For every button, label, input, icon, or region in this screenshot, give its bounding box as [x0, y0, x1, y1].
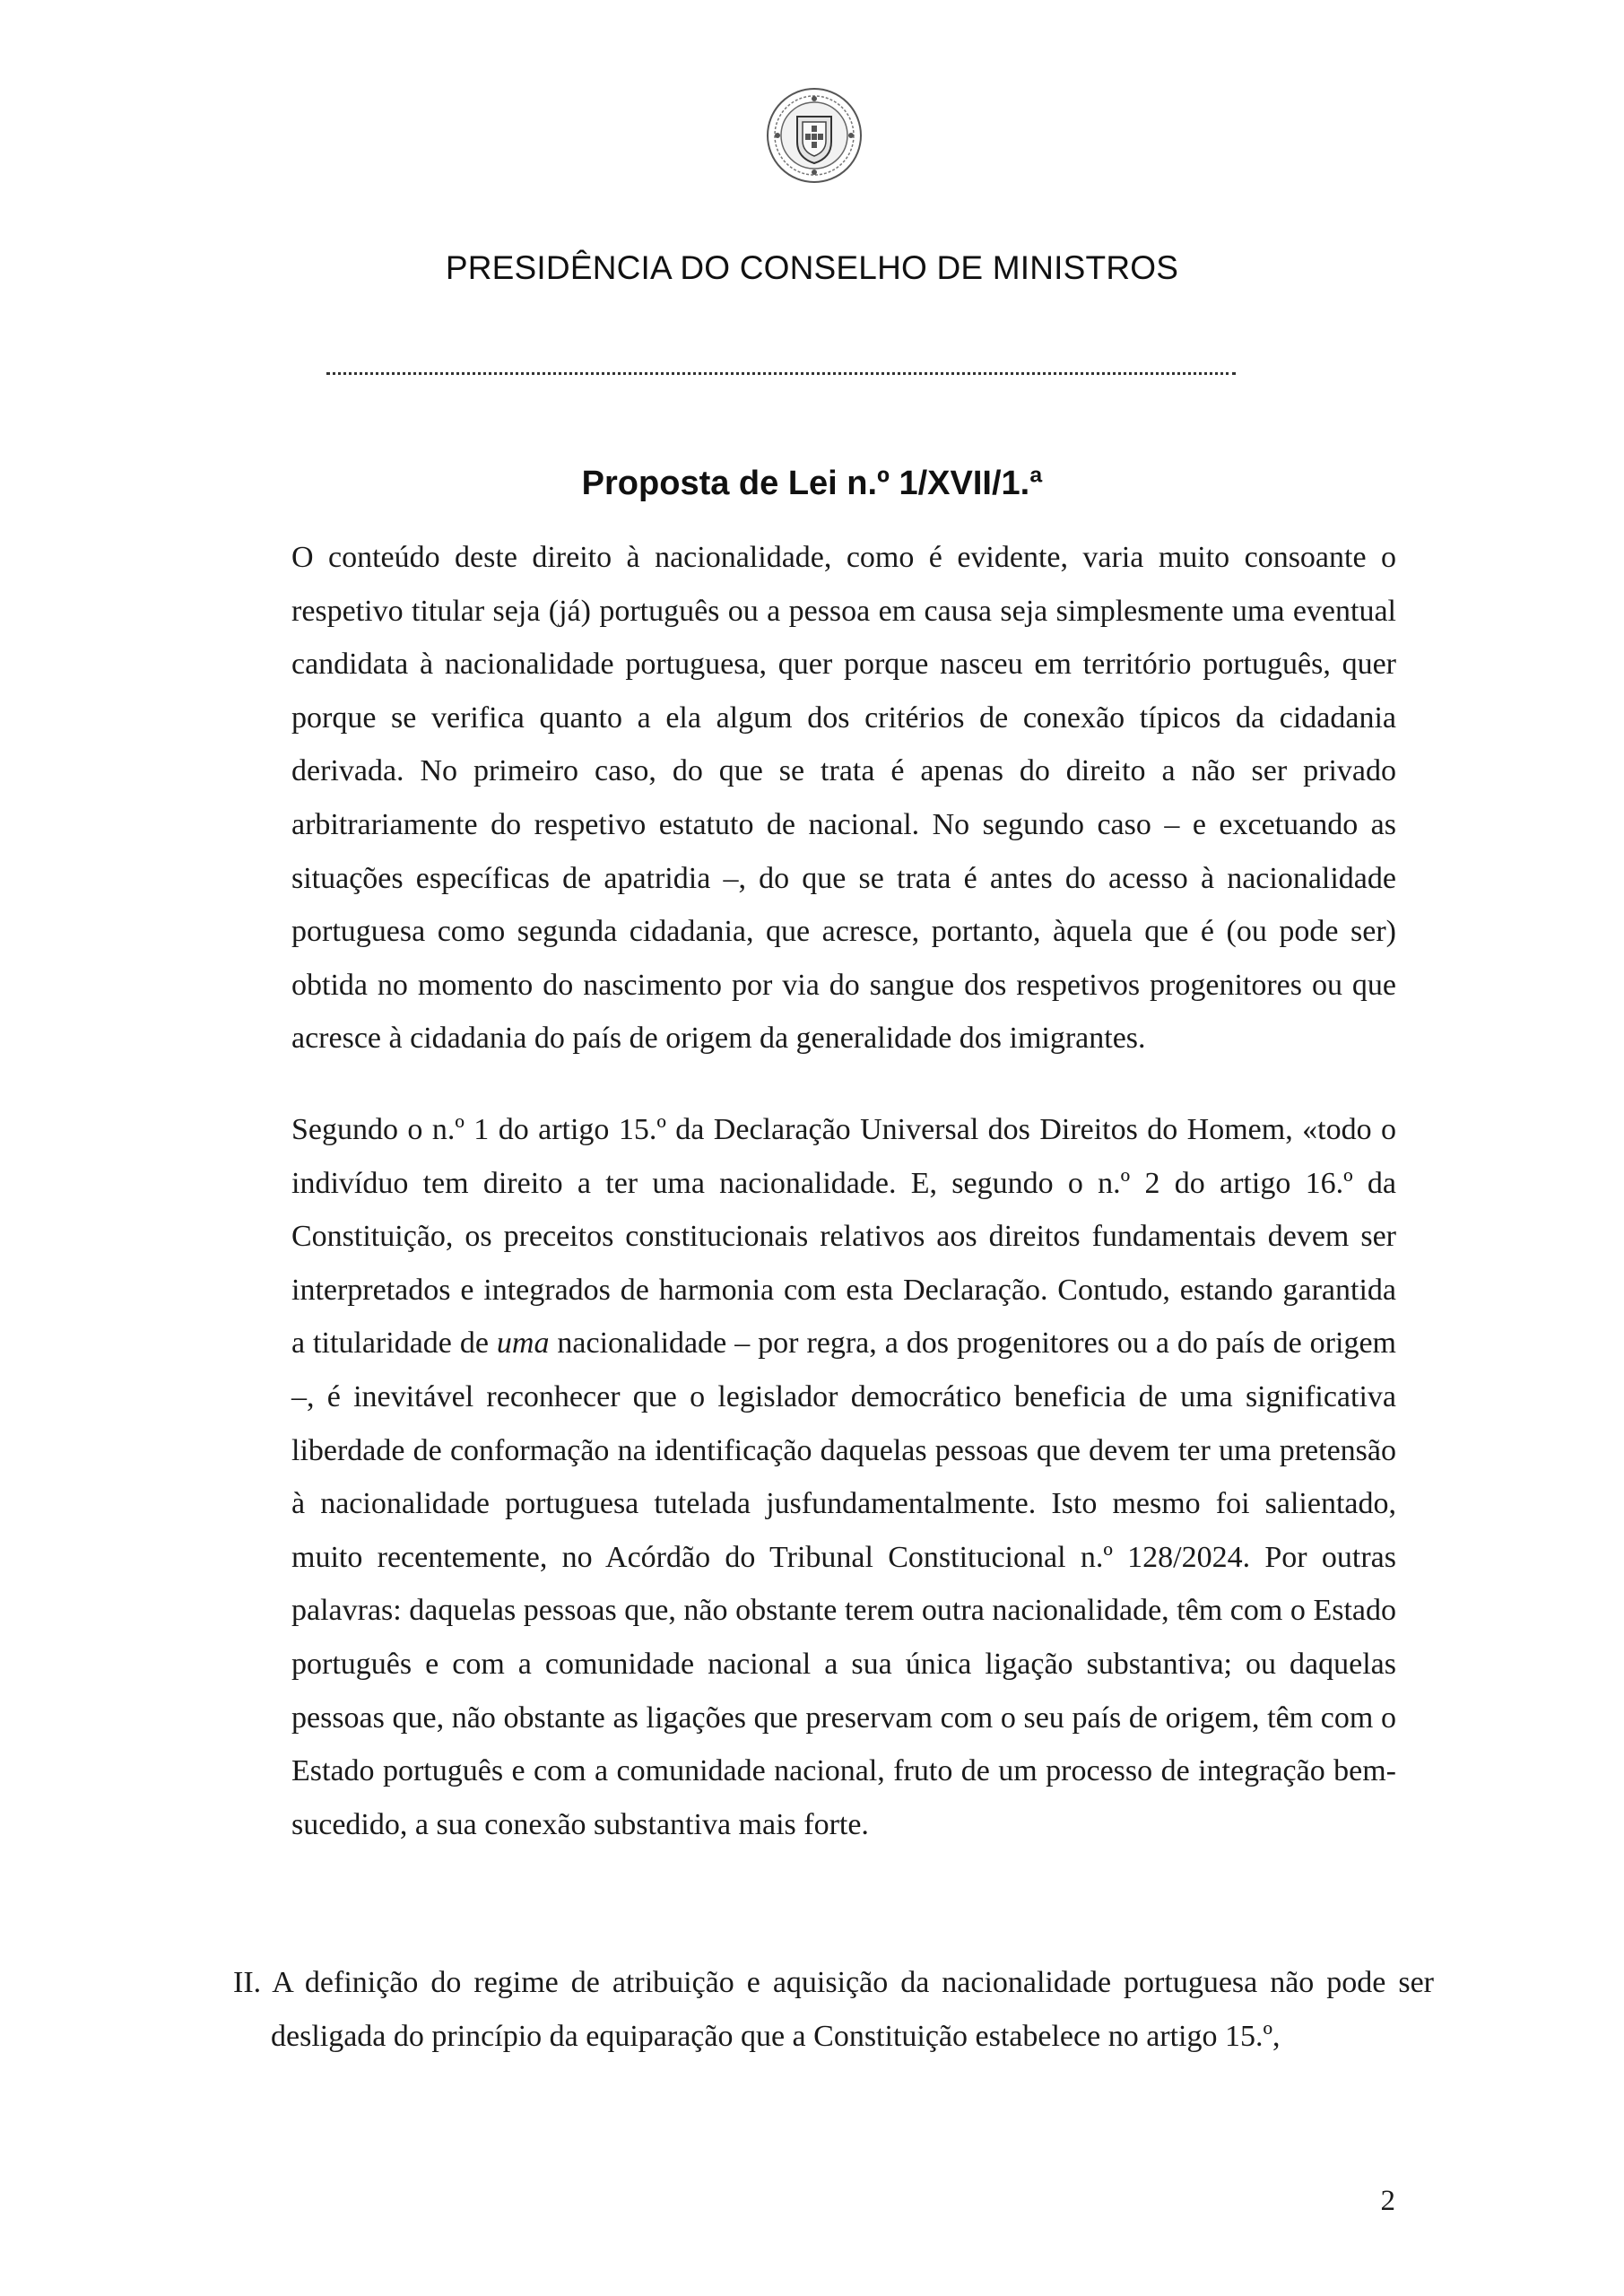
document-title: Proposta de Lei n.º 1/XVII/1.ª — [581, 465, 1043, 502]
section-ii-number: II. — [233, 1966, 262, 1999]
paragraph-2-text-start: Segundo o n.º 1 do artigo 15.º da Declaração Universal dos Direitos do Homem, «todo o indivíduo tem direito a ter uma nacionalidade. E, segundo o n.º 2 do artigo 16.º da Constituição, os preceitos constitucionais relativos aos direitos fundamentais devem ser interpretados e integrados de harmonia com esta Declaração. Contudo, estando garantida a titularidade de — [291, 1113, 1396, 1361]
body-paragraph-2 — [291, 1103, 1396, 1851]
header-divider — [326, 372, 1236, 375]
portuguese-coat-of-arms-icon — [765, 86, 864, 185]
section-ii-paragraph — [233, 1956, 1434, 2063]
paragraph-2-emphasis: uma — [496, 1326, 550, 1361]
paragraph-2-text-end: nacionalidade – por regra, a dos progenitores ou a do país de origem –, é inevitável reconhecer que o legislador democrático beneficia de uma significativa liberdade de conformação na identificação daquelas pessoas que devem ter uma pretensão à nacionalidade portuguesa tutelada jusfundamentalmente. Isto mesmo foi salientado, muito recentemente, no Acórdão do Tribunal Constitucional n.º 128/2024. Por outras palavras: daquelas pessoas que, não obstante terem outra nacionalidade, têm com o Estado português e com a comunidade nacional a sua única ligação substantiva; ou daquelas pessoas que, não obstante as ligações que preservam com o seu país de origem, têm com o Estado português e com a comunidade nacional, fruto de um processo de integração bem-sucedido, a sua conexão substantiva mais forte. — [291, 1326, 1396, 1841]
ministry-heading: PRESIDÊNCIA DO CONSELHO DE MINISTROS — [445, 249, 1179, 286]
section-ii-text: A definição do regime de atribuição e aquisição da nacionalidade portuguesa não pode ser desligada do princípio da equiparação que a Constituição estabelece no artigo 15.º, — [271, 1966, 1434, 2053]
page-number: 2 — [1380, 2185, 1395, 2217]
body-paragraph-1: O conteúdo deste direito à nacionalidade, como é evidente, varia muito consoante o respetivo titular seja (já) português ou a pessoa em causa seja simplesmente uma eventual candidata à nacionalidade portuguesa, quer porque nasceu em território português, quer porque se verifica quanto a ela algum dos critérios de conexão típicos da cidadania derivada. No primeiro caso, do que se trata é apenas do direito a não ser privado arbitrariamente do respetivo estatuto de nacional. No segundo caso – e excetuando as situações específicas de apatridia –, do que se trata é antes do acesso à nacionalidade portuguesa como segunda cidadania, que acresce, portanto, àquela que é (ou pode ser) obtida no momento do nascimento por via do sangue dos respetivos progenitores ou que acresce à cidadania do país de origem da generalidade dos imigrantes. — [291, 541, 1396, 1056]
